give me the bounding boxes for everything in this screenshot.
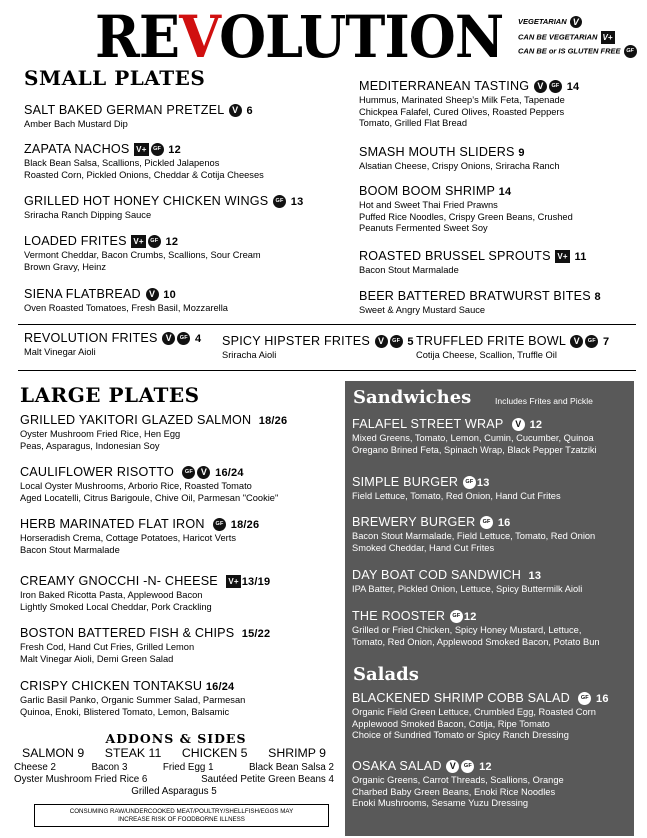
gluten-free-icon: GF: [182, 466, 195, 479]
menu-item: SIENA FLATBREAD V 10 Oven Roasted Tomatoes, Fresh Basil, Mozzarella: [24, 287, 228, 313]
gluten-free-icon: GF: [148, 235, 161, 248]
vegetarian-icon: V: [229, 104, 242, 117]
vegetarian-icon: V: [570, 16, 582, 28]
gluten-free-icon: GF: [151, 143, 164, 156]
vegetarian-icon: V: [146, 288, 159, 301]
vegan-icon: V+: [133, 237, 144, 247]
vegetarian-icon: V: [162, 332, 175, 345]
gluten-free-icon: GF: [549, 80, 562, 93]
menu-item: BREWERY BURGER GF 16 Bacon Stout Marmalade, Field Lettuce, Tomato, Red Onion Smoked Cheddar, Hand Cut Frites: [352, 515, 596, 553]
menu-item: GRILLED YAKITORI GLAZED SALMON 18/26 Oyster Mushroom Fried Rice, Hen Egg Peas, Asparagus, Indonesian Soy: [20, 413, 288, 451]
vegan-icon: V+: [557, 252, 568, 262]
menu-item: GRILLED HOT HONEY CHICKEN WINGS GF 13 Sriracha Ranch Dipping Sauce: [24, 194, 304, 220]
addons-sides: Grilled Asparagus 5: [131, 786, 217, 797]
menu-item: MEDITERRANEAN TASTING V GF 14 Hummus, Marinated Sheep’s Milk Feta, Tapenade Chickpea Falafel, Cured Olives, Roasted Peppers Tomato, Grilled Flat Bread: [359, 79, 580, 129]
menu-item: CRISPY CHICKEN TONTAKSU 16/24 Garlic Basil Panko, Organic Summer Salad, Parmesan Quinoa, Enoki, Blistered Tomato, Lemon, Balsamic: [20, 679, 246, 717]
menu-item: BOSTON BATTERED FISH & CHIPS 15/22 Fresh Cod, Hand Cut Fries, Grilled Lemon Malt Vinegar Aioli, Demi Green Salad: [20, 626, 271, 664]
health-notice: CONSUMING RAW/UNDERCOOKED MEAT/POULTRY/SHELLFISH/EGGS MAY INCREASE RISK OF FOODBORNE ILLNESS: [34, 804, 329, 827]
gluten-free-icon: GF: [585, 335, 598, 348]
gluten-free-icon: GF: [177, 332, 190, 345]
menu-item: BLACKENED SHRIMP COBB SALAD GF 16 Organic Field Green Lettuce, Crumbled Egg, Roasted Corn Applewood Smoked Bacon, Cotija, Ripe Tomato Choice of Sundried Tomato or Spicy Ranch Dressing: [352, 691, 609, 741]
addons-sides: Oyster Mushroom Fried Rice 6 Sautéed Petite Green Beans 4: [14, 774, 334, 785]
menu-item: SMASH MOUTH SLIDERS 9 Alsatian Cheese, Crispy Onions, Sriracha Ranch: [359, 145, 560, 171]
gluten-free-icon: GF: [213, 518, 226, 531]
menu-item: HERB MARINATED FLAT IRON GF 18/26 Horseradish Crema, Cottage Potatoes, Haricot Verts Bacon Stout Marmalade: [20, 517, 260, 555]
menu-item: BEER BATTERED BRATWURST BITES 8 Sweet & Angry Mustard Sauce: [359, 289, 601, 315]
menu-item: LOADED FRITES V+ GF 12 Vermont Cheddar, Bacon Crumbs, Scallions, Sour Cream Brown Gravy, Heinz: [24, 234, 261, 272]
sandwiches-heading: Sandwiches: [353, 387, 472, 408]
menu-item: CREAMY GNOCCHI -N- CHEESE V+ 13/19 Iron Baked Ricotta Pasta, Applewood Bacon Lightly Smoked Local Cheddar, Pork Crackling: [20, 574, 271, 612]
vegan-icon: V+: [602, 33, 613, 42]
vegetarian-icon: V: [375, 335, 388, 348]
menu-item: ZAPATA NACHOS V+ GF 12 Black Bean Salsa, Scallions, Pickled Jalapenos Roasted Corn, Pickled Onions, Cheddar & Cotija Cheeses: [24, 142, 264, 180]
vegan-icon: V+: [136, 145, 147, 155]
vegetarian-icon: V: [197, 466, 210, 479]
vegan-icon: V+: [228, 577, 239, 587]
sandwiches-note: Includes Frites and Pickle: [495, 396, 593, 406]
vegetarian-icon: V: [534, 80, 547, 93]
menu-item: DAY BOAT COD SANDWICH 13 IPA Batter, Pickled Onion, Lettuce, Spicy Buttermilk Aioli: [352, 568, 583, 594]
gluten-free-icon: GF: [463, 476, 476, 489]
gluten-free-icon: GF: [461, 760, 474, 773]
restaurant-logo: REVOLUTION: [95, 3, 504, 71]
menu-item: SPICY HIPSTER FRITES V GF 5 Sriracha Aioli: [222, 334, 414, 360]
menu-item: SIMPLE BURGER GF 13 Field Lettuce, Tomato, Red Onion, Hand Cut Frites: [352, 475, 561, 501]
vegetarian-icon: V: [446, 760, 459, 773]
sandwiches-salads-panel: [345, 381, 634, 836]
menu-item: BOOM BOOM SHRIMP 14 Hot and Sweet Thai Fried Prawns Puffed Rice Noodles, Crispy Green Beans, Crushed Peanuts Fermented Sweet Soy: [359, 184, 573, 234]
menu-item: ROASTED BRUSSEL SPROUTS V+ 11 Bacon Stout Marmalade: [359, 249, 587, 275]
vegetarian-icon: V: [512, 418, 525, 431]
gluten-free-icon: GF: [450, 610, 463, 623]
menu-item: REVOLUTION FRITES V GF 4 Malt Vinegar Aioli: [24, 331, 202, 357]
legend-gluten-free: CAN BE or IS GLUTEN FREE GF: [518, 45, 638, 58]
gluten-free-icon: GF: [480, 516, 493, 529]
salads-heading: Salads: [353, 664, 419, 685]
divider: [18, 324, 636, 325]
addons-sides: Cheese 2 Bacon 3 Fried Egg 1 Black Bean Salsa 2: [14, 762, 334, 773]
menu-item: CAULIFLOWER RISOTTO GF V 16/24 Local Oyster Mushrooms, Arborio Rice, Roasted Tomato Aged Locatelli, Citrus Barigoule, Chive Oil, Parmesan "Cookie": [20, 465, 279, 503]
legend-vegetarian: VEGETARIAN V: [518, 16, 583, 28]
menu-item: FALAFEL STREET WRAP V 12 Mixed Greens, Tomato, Lemon, Cumin, Cucumber, Quinoa Oregano Brined Feta, Spinach Wrap, Black Pepper Tzatziki: [352, 417, 597, 455]
large-plates-heading: LARGE PLATES: [20, 383, 200, 407]
gluten-free-icon: GF: [624, 45, 637, 58]
gluten-free-icon: GF: [578, 692, 591, 705]
menu-item: THE ROOSTER GF 12 Grilled or Fried Chicken, Spicy Honey Mustard, Lettuce, Tomato, Red Onion, Applewood Smoked Bacon, Potato Bun: [352, 609, 600, 647]
small-plates-heading: SMALL PLATES: [24, 66, 206, 90]
menu-item: TRUFFLED FRITE BOWL V GF 7 Cotija Cheese, Scallion, Truffle Oil: [416, 334, 610, 360]
addons-proteins: SALMON 9 STEAK 11 CHICKEN 5 SHRIMP 9: [22, 746, 326, 760]
gluten-free-icon: GF: [273, 195, 286, 208]
divider: [18, 370, 636, 371]
menu-item: SALT BAKED GERMAN PRETZEL V 6 Amber Bach Mustard Dip: [24, 103, 253, 129]
legend-vegan: CAN BE VEGETARIAN V+: [518, 32, 613, 42]
menu-item: OSAKA SALAD V GF 12 Organic Greens, Carrot Threads, Scallions, Orange Charbed Baby Green Beans, Enoki Rice Noodles Enoki Mushrooms, Sesame Yuzu Dressing: [352, 759, 564, 809]
addons-heading: ADDONS & SIDES: [105, 731, 247, 746]
vegetarian-icon: V: [570, 335, 583, 348]
gluten-free-icon: GF: [390, 335, 403, 348]
